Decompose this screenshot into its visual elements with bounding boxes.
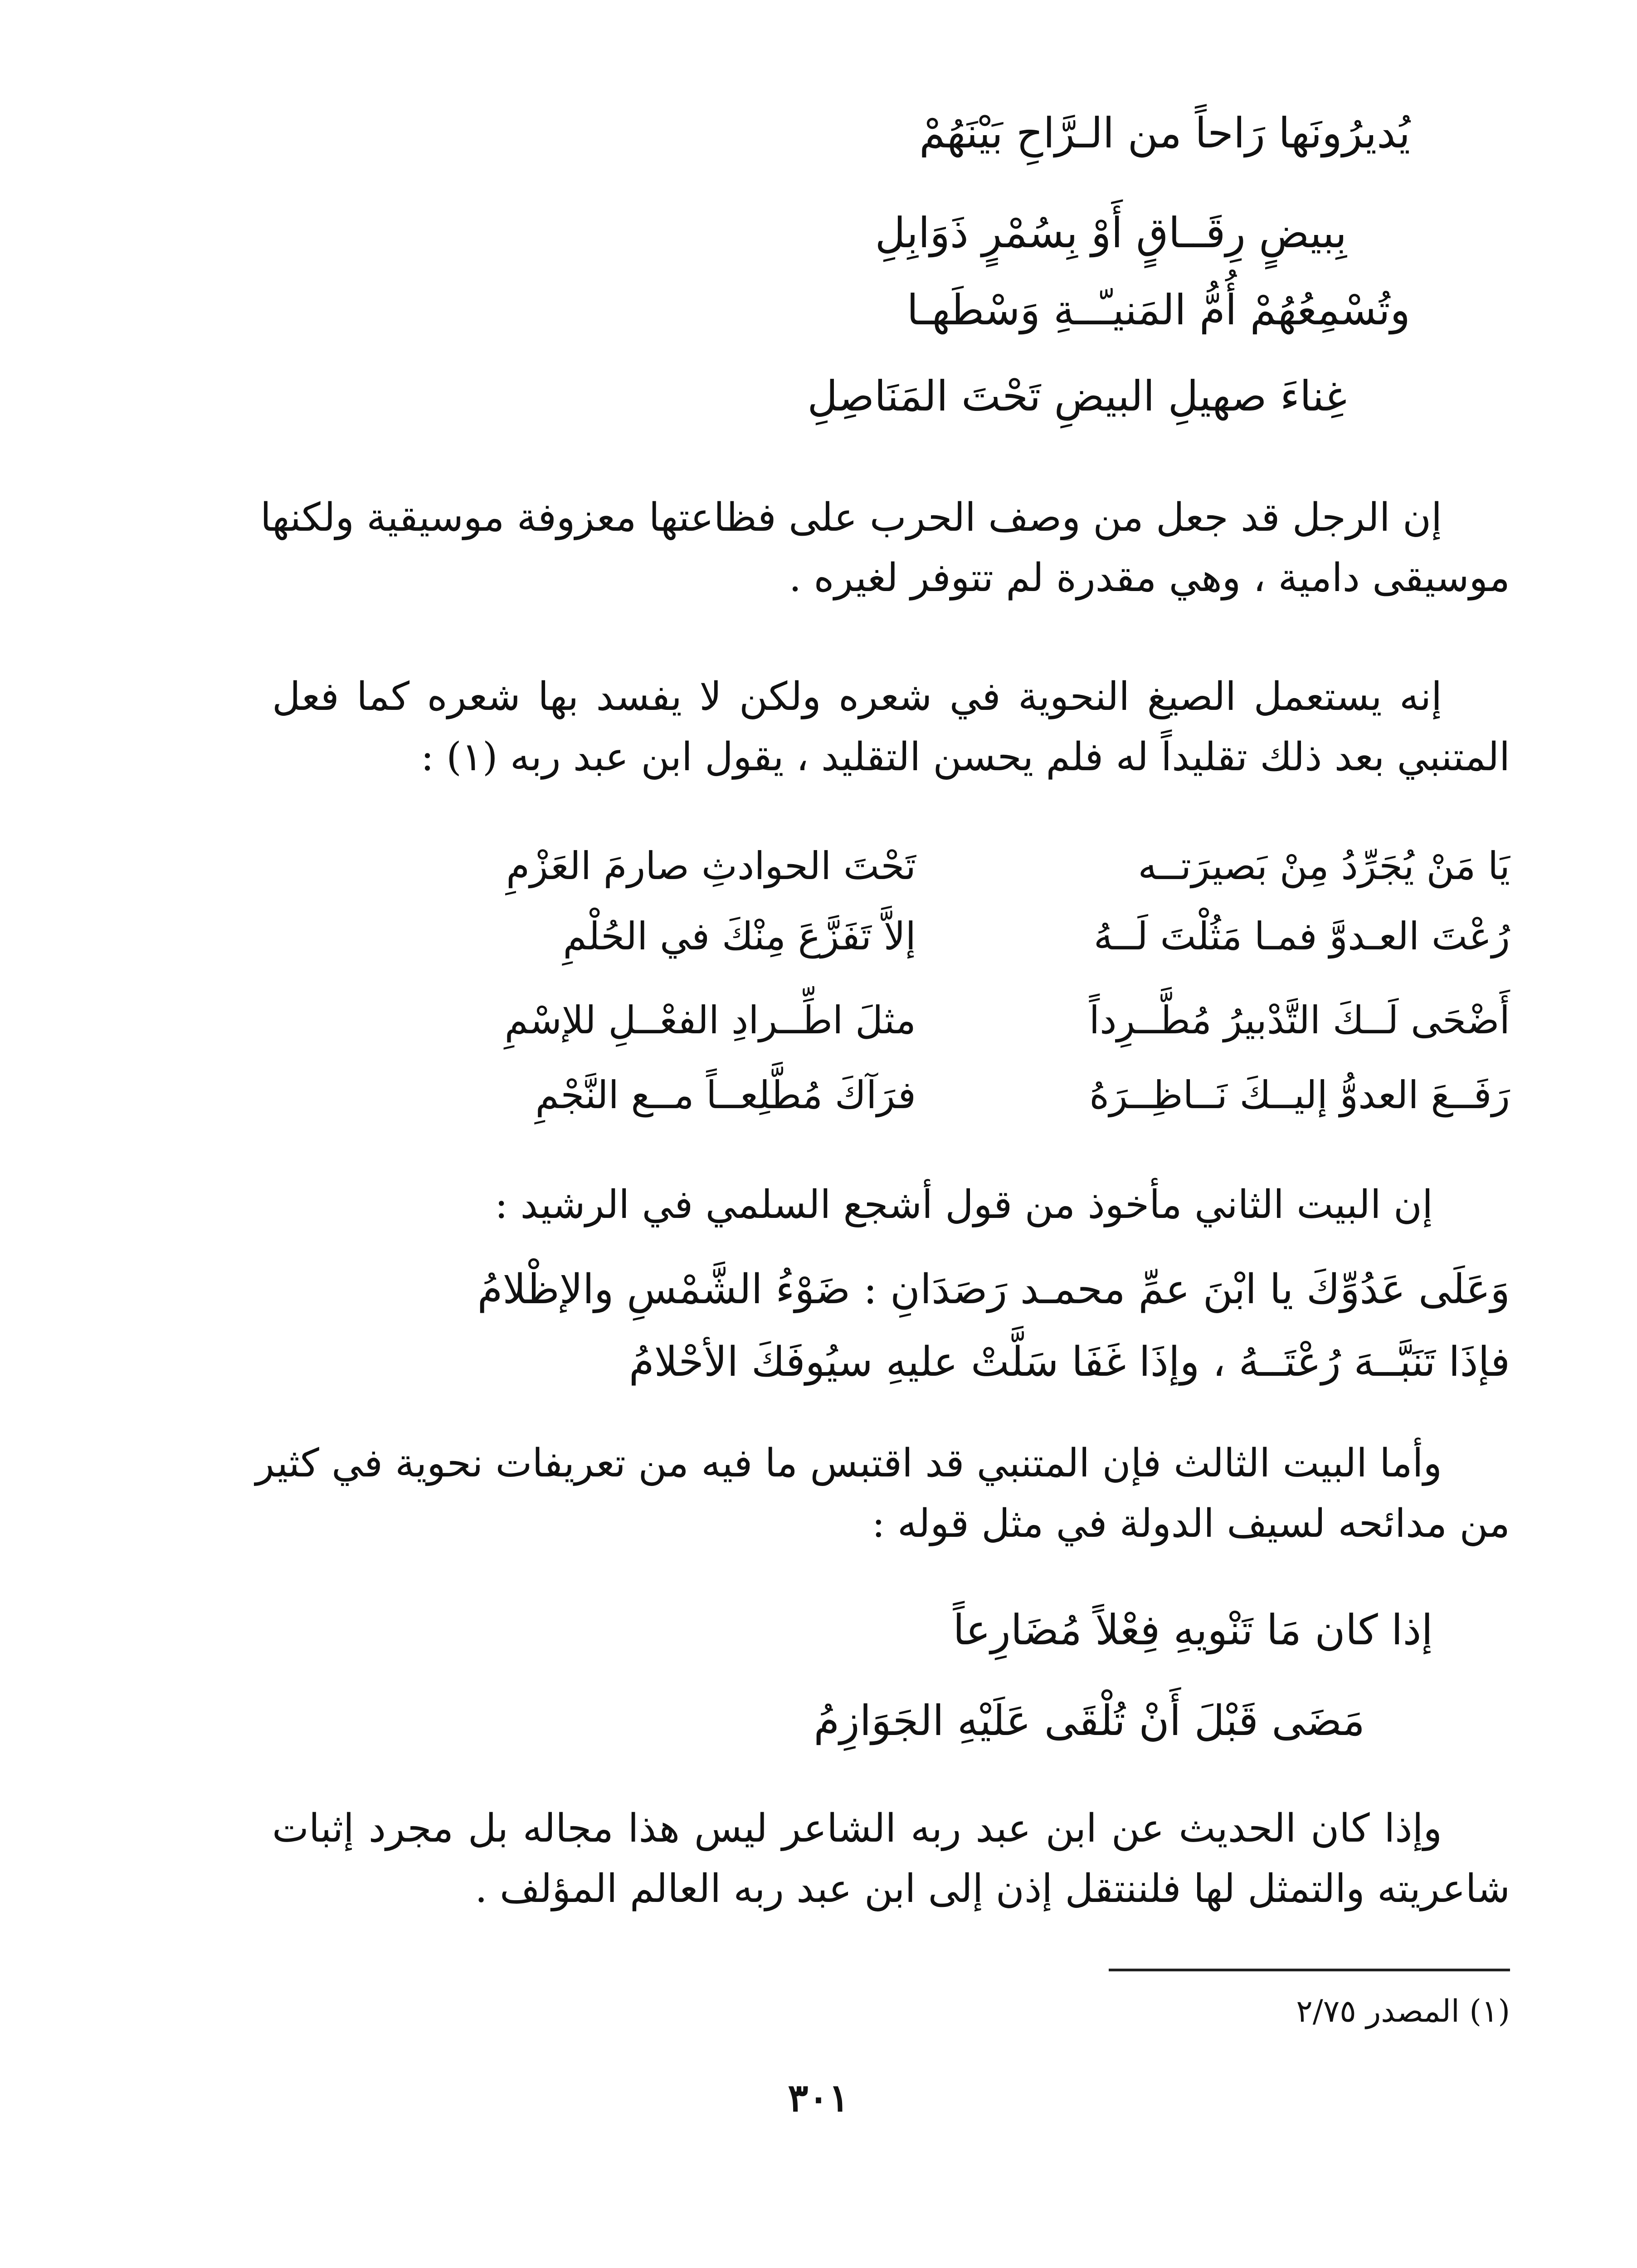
verse-line: وتُسْمِعُهُمْ أُمُّ المَنيـّــةِ وَسْطَهـا xyxy=(906,286,1410,334)
paragraph xyxy=(255,1433,1510,1554)
paragraph-line: موسيقى دامية ، وهي مقدرة لم تتوفر لغيره . xyxy=(789,555,1510,601)
poem-hemistich-second: إلاَّ تَفَزَّعَ مِنْكَ في الحُلْمِ xyxy=(563,914,916,958)
poem-line: وَعَلَى عَدُوِّكَ يا ابْنَ عمِّ محمـد رَصَدَانِ : ضَوْءُ الشَّمْسِ والإظْلامُ xyxy=(477,1266,1510,1313)
poem-hemistich-second: فرَآكَ مُطَّلِعــاً مــع النَّجْمِ xyxy=(535,1073,916,1117)
paragraph-line: إنه يستعمل الصيغ النحوية في شعره ولكن لا يفسد بها شعره كما فعل xyxy=(272,674,1442,719)
verse-line: غِناءَ صهيلِ البيضِ تَحْتَ المَنَاصِلِ xyxy=(807,372,1347,420)
footnote-divider xyxy=(1109,1969,1510,1971)
poem-hemistich-first: رَفَــعَ العدوُّ إليــكَ نَــاظِــرَهُ xyxy=(1089,1073,1510,1117)
paragraph-line: إن البيت الثاني مأخوذ من قول أشجع السلمي في الرشيد : xyxy=(495,1182,1433,1227)
paragraph-line: المتنبي بعد ذلك تقليداً له فلم يحسن التقليد ، يقول ابن عبد ربه (١) : xyxy=(420,734,1510,780)
paragraph-line: إن الرجل قد جعل من وصف الحرب على فظاعتها معزوفة موسيقية ولكنها xyxy=(260,495,1442,540)
paragraph-line: من مدائحه لسيف الدولة في مثل قوله : xyxy=(872,1501,1510,1546)
paragraph-line: شاعريته والتمثل لها فلننتقل إذن إلى ابن عبد ربه العالم المؤلف . xyxy=(475,1866,1510,1911)
paragraph xyxy=(272,667,1510,787)
poem-hemistich-first: يَا مَنْ يُجَرِّدُ مِنْ بَصيرَتــه xyxy=(1138,844,1510,888)
verse-line: بِبيضٍ رِقَــاقٍ أَوْ بِسُمْرٍ ذَوَابِلِ xyxy=(875,209,1347,257)
paragraph xyxy=(495,1175,1433,1235)
paragraph-line: وإذا كان الحديث عن ابن عبد ربه الشاعر ليس هذا مجاله بل مجرد إثبات xyxy=(272,1806,1442,1851)
verse-line: مَضَى قَبْلَ أَنْ تُلْقَى عَلَيْهِ الجَوَازِمُ xyxy=(814,1696,1365,1745)
poem-hemistich-first: رُعْتَ العـدوَّ فمـا مَثُلْتَ لَــهُ xyxy=(1093,914,1510,958)
poem-line: فإذَا تَنَبَّــهَ رُعْتَــهُ ، وإذَا غَفَا سَلَّتْ عليهِ سيُوفَكَ الأحْلامُ xyxy=(628,1338,1510,1386)
verse-line: يُديرُونَها رَاحاً من الـرَّاحِ بَيْنَهُمْ xyxy=(919,109,1410,157)
poem-hemistich-second: تَحْتَ الحوادثِ صارمَ العَزْمِ xyxy=(506,844,916,888)
paragraph xyxy=(260,488,1510,608)
verse-line: إذا كان مَا تَنْويهِ فِعْلاً مُضَارِعاً xyxy=(953,1606,1433,1654)
paragraph-line: وأما البيت الثالث فإن المتنبي قد اقتبس ما فيه من تعريفات نحوية في كثير xyxy=(255,1441,1442,1486)
poem-hemistich-second: مثلَ اطِّــرادِ الفعْــلِ للإسْمِ xyxy=(504,998,916,1042)
footnote: (١) المصدر ٢/٧٥ xyxy=(1296,1994,1510,2029)
paragraph xyxy=(272,1799,1510,1919)
poem-hemistich-first: أَضْحَى لَــكَ التَّدْبيرُ مُطَّــرِداً xyxy=(1089,998,1510,1042)
page-number: ٣٠١ xyxy=(788,2075,849,2120)
